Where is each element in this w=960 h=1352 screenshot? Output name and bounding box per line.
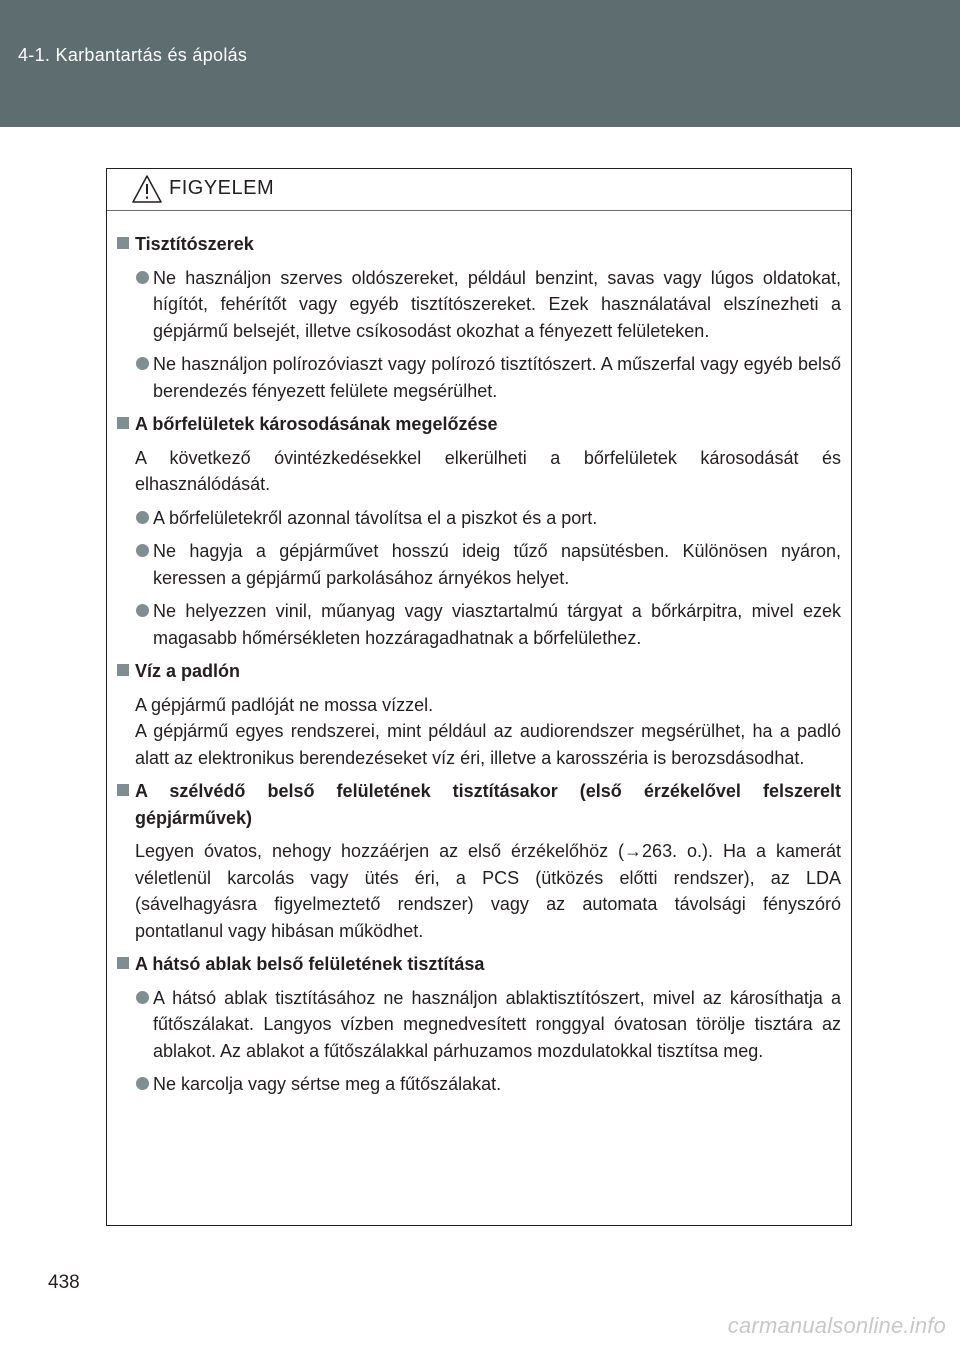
round-bullet-icon bbox=[136, 357, 149, 370]
round-bullet-icon bbox=[136, 271, 149, 284]
round-bullet-icon bbox=[136, 604, 149, 617]
section-heading-windshield: A szélvédő belső felületének tisztításakor (első érzékelővel felszerelt gépjárművek) bbox=[117, 778, 841, 831]
paragraph: A gépjármű egyes rendszerei, mint például az audiorendszer megsérülhet, ha a padló alatt az elektronikus berendezéseket víz éri, illetve a karosszéria is berozsdásodhat. bbox=[135, 721, 841, 768]
warning-title: FIGYELEM bbox=[169, 177, 275, 199]
bullet-item: A hátsó ablak tisztításához ne használjon ablaktisztítószert, mivel az károsíthatja a fűtőszálakat. Langyos vízben megnedvesített ronggyal óvatosan törölje tisztára az ablakot. Az ablakot a fűtőszálakkal párhuzamos mozdulatokkal tisztítsa meg. bbox=[117, 985, 841, 1065]
bullet-item: Ne használjon polírozóviaszt vagy polírozó tisztítószert. A műszerfal vagy egyéb belső berendezés fényezett felülete megsérülhet. bbox=[117, 351, 841, 404]
round-bullet-icon bbox=[136, 511, 149, 524]
section-heading-rear-window: A hátsó ablak belső felületének tisztítása bbox=[117, 951, 841, 978]
bullet-item: Ne helyezzen vinil, műanyag vagy viasztartalmú tárgyat a bőrkárpitra, mivel ezek magasabb hőmérsékleten hozzáragadhatnak a bőrfelülethez. bbox=[117, 598, 841, 651]
square-bullet-icon bbox=[117, 417, 129, 429]
paragraph: Legyen óvatos, nehogy hozzáérjen az első érzékelőhöz (→263. o.). Ha a kamerát véletlenül karcolás vagy ütés éri, a PCS (ütközés előtti rendszer), az LDA (sávelhagyásra figyelmeztető rendszer) vagy az automata távolsági fényszóró pontatlanul vagy hibásan működhet. bbox=[135, 841, 841, 941]
warning-triangle-icon bbox=[131, 174, 163, 204]
bullet-item: Ne hagyja a gépjárművet hosszú ideig tűző napsütésben. Különösen nyáron, keressen a gépjármű parkolásához árnyékos helyet. bbox=[117, 538, 841, 591]
section-heading-cleaners: Tisztítószerek bbox=[117, 231, 841, 258]
section-title: 4-1. Karbantartás és ápolás bbox=[18, 45, 248, 65]
round-bullet-icon bbox=[136, 544, 149, 557]
square-bullet-icon bbox=[117, 784, 129, 796]
paragraph: A következő óvintézkedésekkel elkerülheti a bőrfelületek károsodását és elhasználódását. bbox=[135, 447, 841, 494]
square-bullet-icon bbox=[117, 237, 129, 249]
bullet-item: Ne használjon szerves oldószereket, például benzint, savas vagy lúgos oldatokat, hígítót, fehérítőt vagy egyéb tisztítószereket. Ezek használatával elszínezheti a gépjármű belsejét, illetve csíkosodást okozhat a fényezett felületeken. bbox=[117, 265, 841, 345]
watermark: carmanualsonline.info bbox=[727, 1313, 946, 1338]
round-bullet-icon bbox=[136, 991, 149, 1004]
round-bullet-icon bbox=[136, 1077, 149, 1090]
section-heading-water: Víz a padlón bbox=[117, 658, 841, 685]
square-bullet-icon bbox=[117, 957, 129, 969]
square-bullet-icon bbox=[117, 664, 129, 676]
bullet-item: Ne karcolja vagy sértse meg a fűtőszálakat. bbox=[117, 1071, 841, 1098]
section-heading-leather: A bőrfelületek károsodásának megelőzése bbox=[117, 411, 841, 438]
paragraph: A gépjármű padlóját ne mossa vízzel. bbox=[135, 694, 434, 715]
page-number: 438 bbox=[48, 1272, 80, 1293]
bullet-item: A bőrfelületekről azonnal távolítsa el a piszkot és a port. bbox=[117, 505, 841, 532]
warning-content bbox=[107, 211, 851, 1098]
warning-box bbox=[106, 168, 852, 1226]
warning-header bbox=[107, 169, 851, 211]
page-header bbox=[0, 0, 960, 127]
